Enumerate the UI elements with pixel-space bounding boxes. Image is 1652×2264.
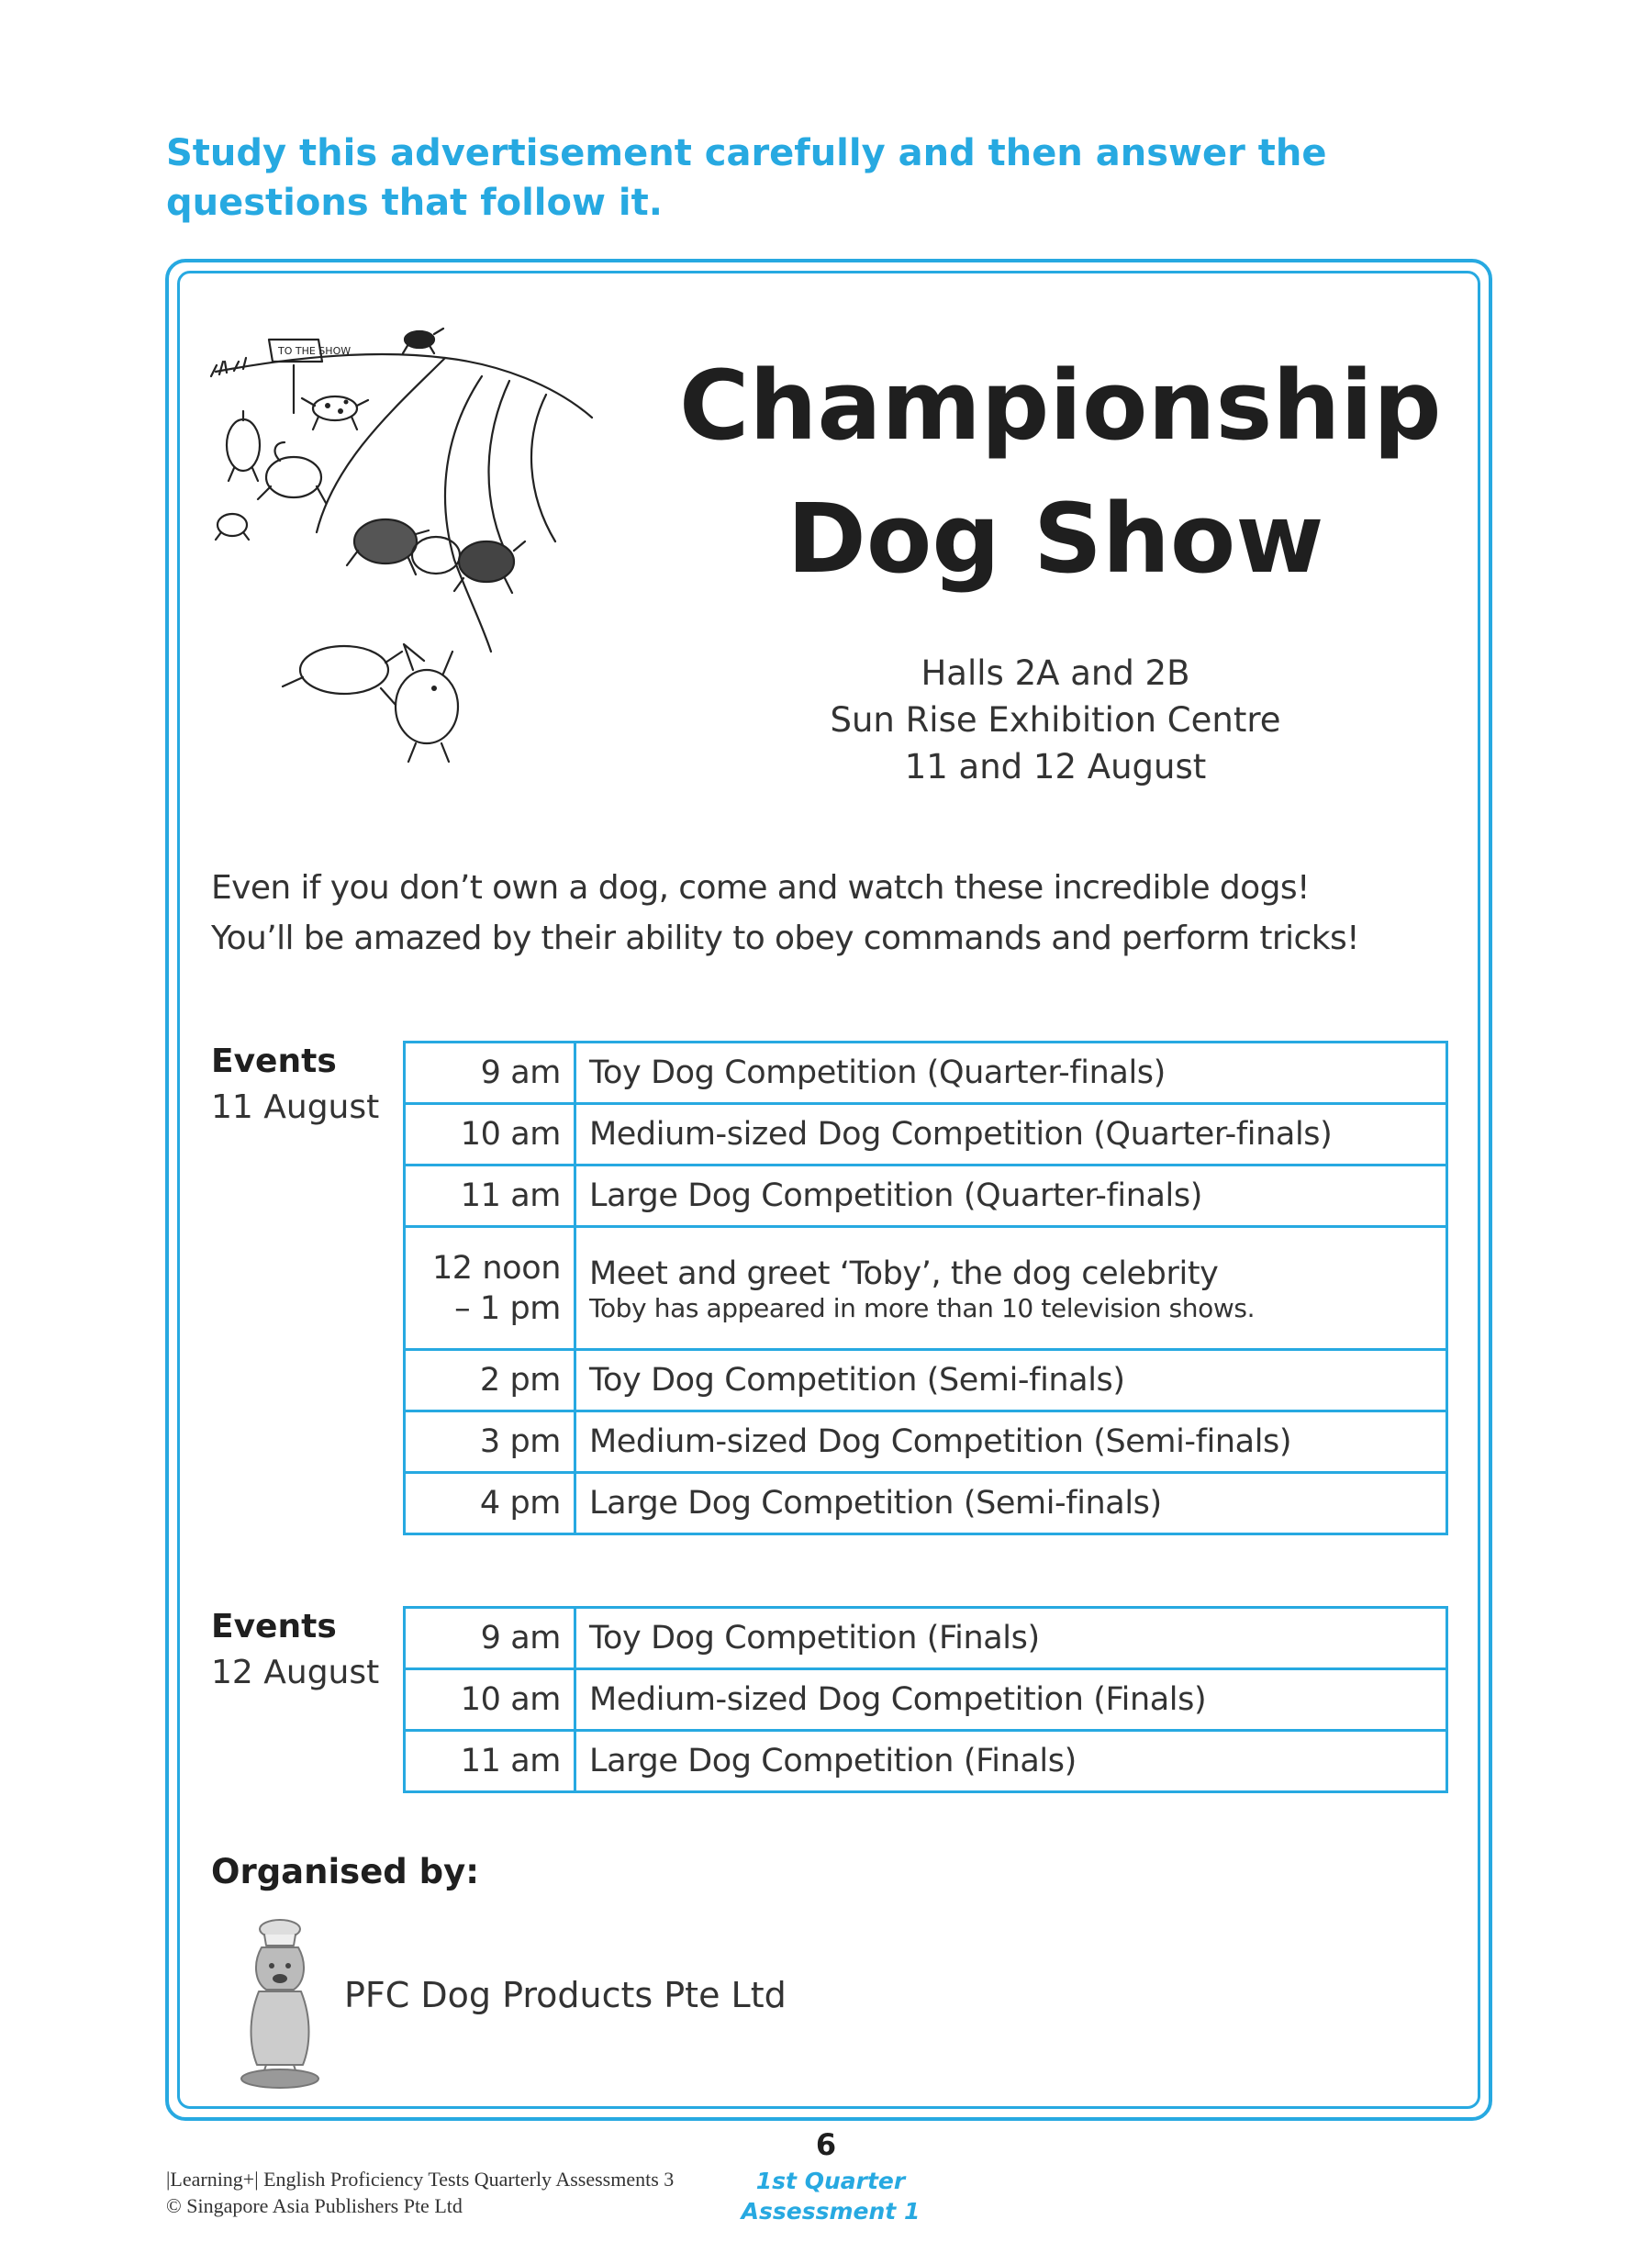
table-row (405, 1669, 1447, 1731)
table-row (405, 1104, 1447, 1165)
day2-date: 12 August (211, 1654, 380, 1691)
day2-events-label (211, 1604, 379, 1696)
venue-halls: Halls 2A and 2B (921, 653, 1190, 693)
table-row (405, 1165, 1447, 1227)
ad-title (679, 340, 1442, 606)
ad-blurb (211, 863, 1459, 964)
page-number: 6 (815, 2127, 837, 2162)
event-cell: Toy Dog Competition (Quarter-finals) (575, 1043, 1447, 1104)
table-row (405, 1411, 1447, 1473)
time-cell: 10 am (405, 1104, 575, 1165)
dogs-running-illustration (206, 321, 688, 821)
event-cell: Large Dog Competition (Finals) (575, 1731, 1447, 1792)
footer-book-title: |Learning+| English Proficiency Tests Quarterly Assessments 3 (166, 2168, 675, 2191)
time-cell: 11 am (405, 1731, 575, 1792)
event-cell: Medium-sized Dog Competition (Finals) (575, 1669, 1447, 1731)
time-cell: 4 pm (405, 1473, 575, 1534)
day2-heading: Events (211, 1608, 337, 1645)
event-cell: Large Dog Competition (Quarter-finals) (575, 1165, 1447, 1227)
time-cell: 3 pm (405, 1411, 575, 1473)
blurb-line-1: Even if you don’t own a dog, come and watch these incredible dogs! (211, 869, 1310, 907)
day2-schedule-table (403, 1606, 1448, 1793)
table-row (405, 1473, 1447, 1534)
time-cell: 11 am (405, 1165, 575, 1227)
instruction-text: Study this advertisement carefully and then answer the questions that follow it. (166, 132, 1327, 224)
day1-schedule-table (403, 1041, 1448, 1535)
time-cell: 10 am (405, 1669, 575, 1731)
day1-heading: Events (211, 1043, 337, 1080)
footer-publisher (166, 2166, 674, 2219)
table-row (405, 1731, 1447, 1792)
sign-text: TO THE SHOW (278, 345, 352, 357)
table-row (405, 1608, 1447, 1669)
event-cell: Large Dog Competition (Semi-finals) (575, 1473, 1447, 1534)
event-cell: Meet and greet ‘Toby’, the dog celebrity Toby has appeared in more than 10 television shows. (575, 1227, 1447, 1350)
table-row (405, 1350, 1447, 1411)
event-cell: Medium-sized Dog Competition (Semi-finals) (575, 1411, 1447, 1473)
table-row (405, 1227, 1447, 1350)
event-cell: Medium-sized Dog Competition (Quarter-finals) (575, 1104, 1447, 1165)
table-row (405, 1043, 1447, 1104)
organised-by-label: Organised by: (211, 1852, 480, 1891)
event-cell: Toy Dog Competition (Finals) (575, 1608, 1447, 1669)
dog-chef-logo (220, 1918, 340, 2092)
time-cell: 9 am (405, 1608, 575, 1669)
time-cell: 12 noon – 1 pm (405, 1227, 575, 1350)
time-cell: 9 am (405, 1043, 575, 1104)
footer-quarter: 1st Quarter (755, 2168, 906, 2194)
venue-details (771, 650, 1340, 790)
event-cell: Toy Dog Competition (Semi-finals) (575, 1350, 1447, 1411)
venue-centre: Sun Rise Exhibition Centre (830, 700, 1281, 740)
venue-dates: 11 and 12 August (904, 747, 1207, 786)
footer-assessment-number: Assessment 1 (741, 2198, 921, 2225)
blurb-line-2: You’ll be amazed by their ability to obey commands and perform tricks! (211, 920, 1359, 957)
event-note: Toby has appeared in more than 10 television shows. (589, 1292, 1256, 1323)
title-line-1: Championship (679, 350, 1442, 462)
time-cell: 2 pm (405, 1350, 575, 1411)
title-line-2: Dog Show (787, 483, 1324, 595)
day1-events-label (211, 1039, 379, 1131)
footer-assessment (734, 2166, 927, 2226)
day1-date: 11 August (211, 1088, 380, 1126)
footer-copyright: © Singapore Asia Publishers Pte Ltd (166, 2194, 463, 2217)
organiser-name: PFC Dog Products Pte Ltd (344, 1975, 787, 2015)
